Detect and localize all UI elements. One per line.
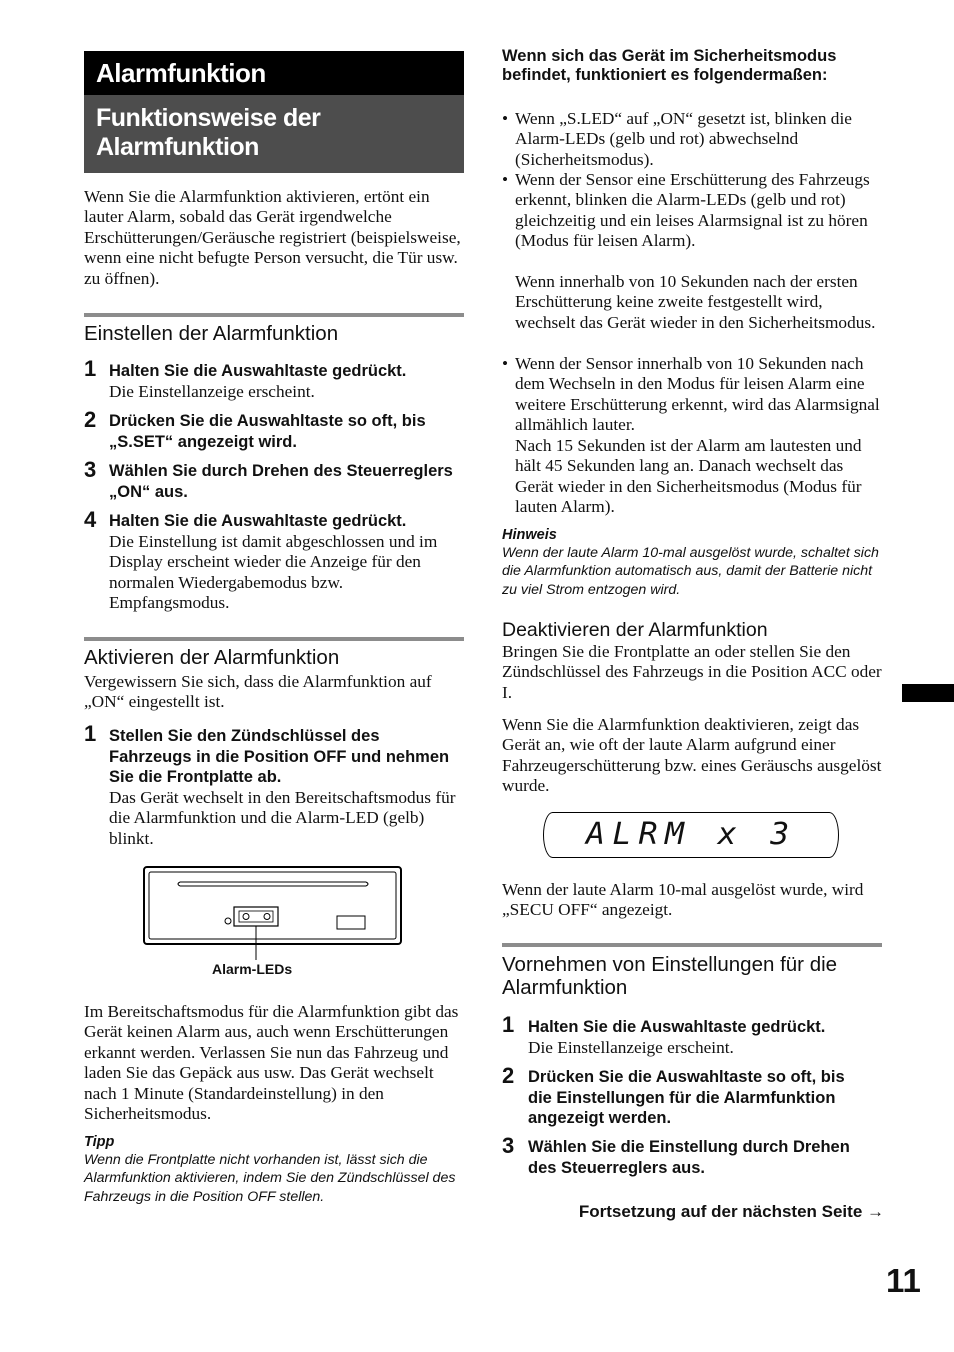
step-number: 1 [84, 721, 97, 746]
standby-paragraph: Im Bereitschaftsmodus für die Alarmfunktion gibt das Gerät keinen Alarm aus, auch wenn Erschütterungen erkannt werden. Verlassen Sie nun das Fahrzeug und laden Sie das Gepäck aus usw. Das Gerät wechselt nach 1 Minute (Standardeinstellung) in den Sicherheitsmodus. [84, 1002, 459, 1124]
tip-text: Wenn die Frontplatte nicht vorhanden ist, lässt sich die Alarmfunktion aktivieren, indem Sie den Zündschlüssel des Fahrzeugs in die Position OFF stellen. [84, 1152, 456, 1205]
lcd-text: ALRM x 3 [586, 817, 797, 852]
step-number: 2 [84, 407, 97, 432]
step-number: 2 [502, 1063, 515, 1088]
heading-deaktivieren: Deaktivieren der Alarmfunktion [502, 619, 768, 641]
bullet-continuation: Wenn innerhalb von 10 Sekunden nach der ersten Erschütterung keine zweite festgestellt wird, wechselt das Gerät wieder in den Sicherheitsmodus. [515, 272, 876, 332]
heading-einstellen: Einstellen der Alarmfunktion [84, 322, 339, 345]
step-result: Die Einstellanzeige erscheint. [109, 382, 315, 401]
note-title: Hinweis [502, 527, 557, 543]
step-instruction: Wählen Sie durch Drehen des Steuerreglers „ON“ aus. [109, 462, 453, 501]
secmode-heading: Wenn sich das Gerät im Sicherheitsmodus befindet, funktioniert es folgendermaßen: [502, 47, 837, 85]
section-tab-marker [902, 684, 954, 702]
note-text: Wenn der laute Alarm 10-mal ausgelöst wurde, schaltet sich die Alarmfunktion automatisch aus, damit der Batterie nicht zu viel Strom entzogen wird. [502, 545, 879, 598]
step-number: 4 [84, 507, 97, 532]
section-rule [502, 943, 882, 947]
deact-paragraph-1: Bringen Sie die Frontplatte an oder stellen Sie den Zündschlüssel des Fahrzeugs in die Position ACC oder I. [502, 642, 882, 702]
step-number: 3 [502, 1133, 515, 1158]
page-number: 11 [886, 1262, 921, 1299]
step-result: Die Einstellung ist damit abgeschlossen und im Display erscheint wieder die Anzeige für den normalen Wiedergabemodus bzw. Empfangsmodus. [109, 532, 438, 613]
step-instruction: Drücken Sie die Auswahltaste so oft, bis „S.SET“ angezeigt wird. [109, 412, 426, 451]
step-instruction: Stellen Sie den Zündschlüssel des Fahrzeugs in die Position OFF und nehmen Sie die Frontplatte ab. [109, 727, 450, 787]
step-number: 1 [84, 356, 97, 381]
bullet-continuation: Nach 15 Sekunden ist der Alarm am lautesten und hält 45 Sekunden lang an. Danach wechselt das Gerät wieder in den Sicherheitsmodus (Modus für lauten Alarm). [515, 436, 862, 517]
intro-paragraph: Wenn Sie die Alarmfunktion aktivieren, ertönt ein lauter Alarm, sobald das Gerät irgendwelche Erschütterungen/Geräusche registriert (beispielsweise, wenn eine nicht befugte Person versucht, die Tür usw. zu öffnen). [84, 187, 461, 288]
step-instruction: Halten Sie die Auswahltaste gedrückt. [109, 512, 407, 530]
step-number: 3 [84, 457, 97, 482]
aktivieren-intro: Vergewissern Sie sich, dass die Alarmfunktion auf „ON“ eingestellt ist. [84, 672, 432, 712]
step-result: Die Einstellanzeige erscheint. [528, 1038, 734, 1057]
tip-title: Tipp [84, 1134, 115, 1150]
step-instruction: Drücken Sie die Auswahltaste so oft, bis die Einstellungen für die Alarmfunktion angezeigt werden. [528, 1068, 845, 1128]
lcd-display [543, 812, 839, 858]
step-number: 1 [502, 1012, 515, 1037]
continued-next-page: Fortsetzung auf der nächsten Seite → [578, 1202, 884, 1221]
section-rule [84, 313, 464, 317]
deact-paragraph-3: Wenn der laute Alarm 10-mal ausgelöst wurde, wird „SECU OFF“ angezeigt. [502, 880, 864, 920]
chapter-title: Alarmfunktion [84, 51, 464, 95]
step-instruction: Halten Sie die Auswahltaste gedrückt. [528, 1018, 826, 1036]
section-title: Funktionsweise der Alarmfunktion [84, 95, 464, 173]
step-instruction: Wählen Sie die Einstellung durch Drehen des Steuerreglers aus. [528, 1138, 850, 1177]
step-instruction: Halten Sie die Auswahltaste gedrückt. [109, 362, 407, 380]
section-rule [84, 637, 464, 641]
heading-aktivieren: Aktivieren der Alarmfunktion [84, 646, 340, 669]
figure-label: Alarm-LEDs [212, 961, 293, 977]
heading-vornehmen: Vornehmen von Einstellungen für die Alarmfunktion [502, 953, 838, 999]
step-result: Das Gerät wechselt in den Bereitschaftsmodus für die Alarmfunktion und die Alarm-LED (gelb) blinkt. [109, 788, 456, 848]
deact-paragraph-2: Wenn Sie die Alarmfunktion deaktivieren, zeigt das Gerät an, wie oft der laute Alarm aufgrund einer Fahrzeugerschütterung bzw. eines Geräuschs ausgelöst wurde. [502, 715, 882, 796]
